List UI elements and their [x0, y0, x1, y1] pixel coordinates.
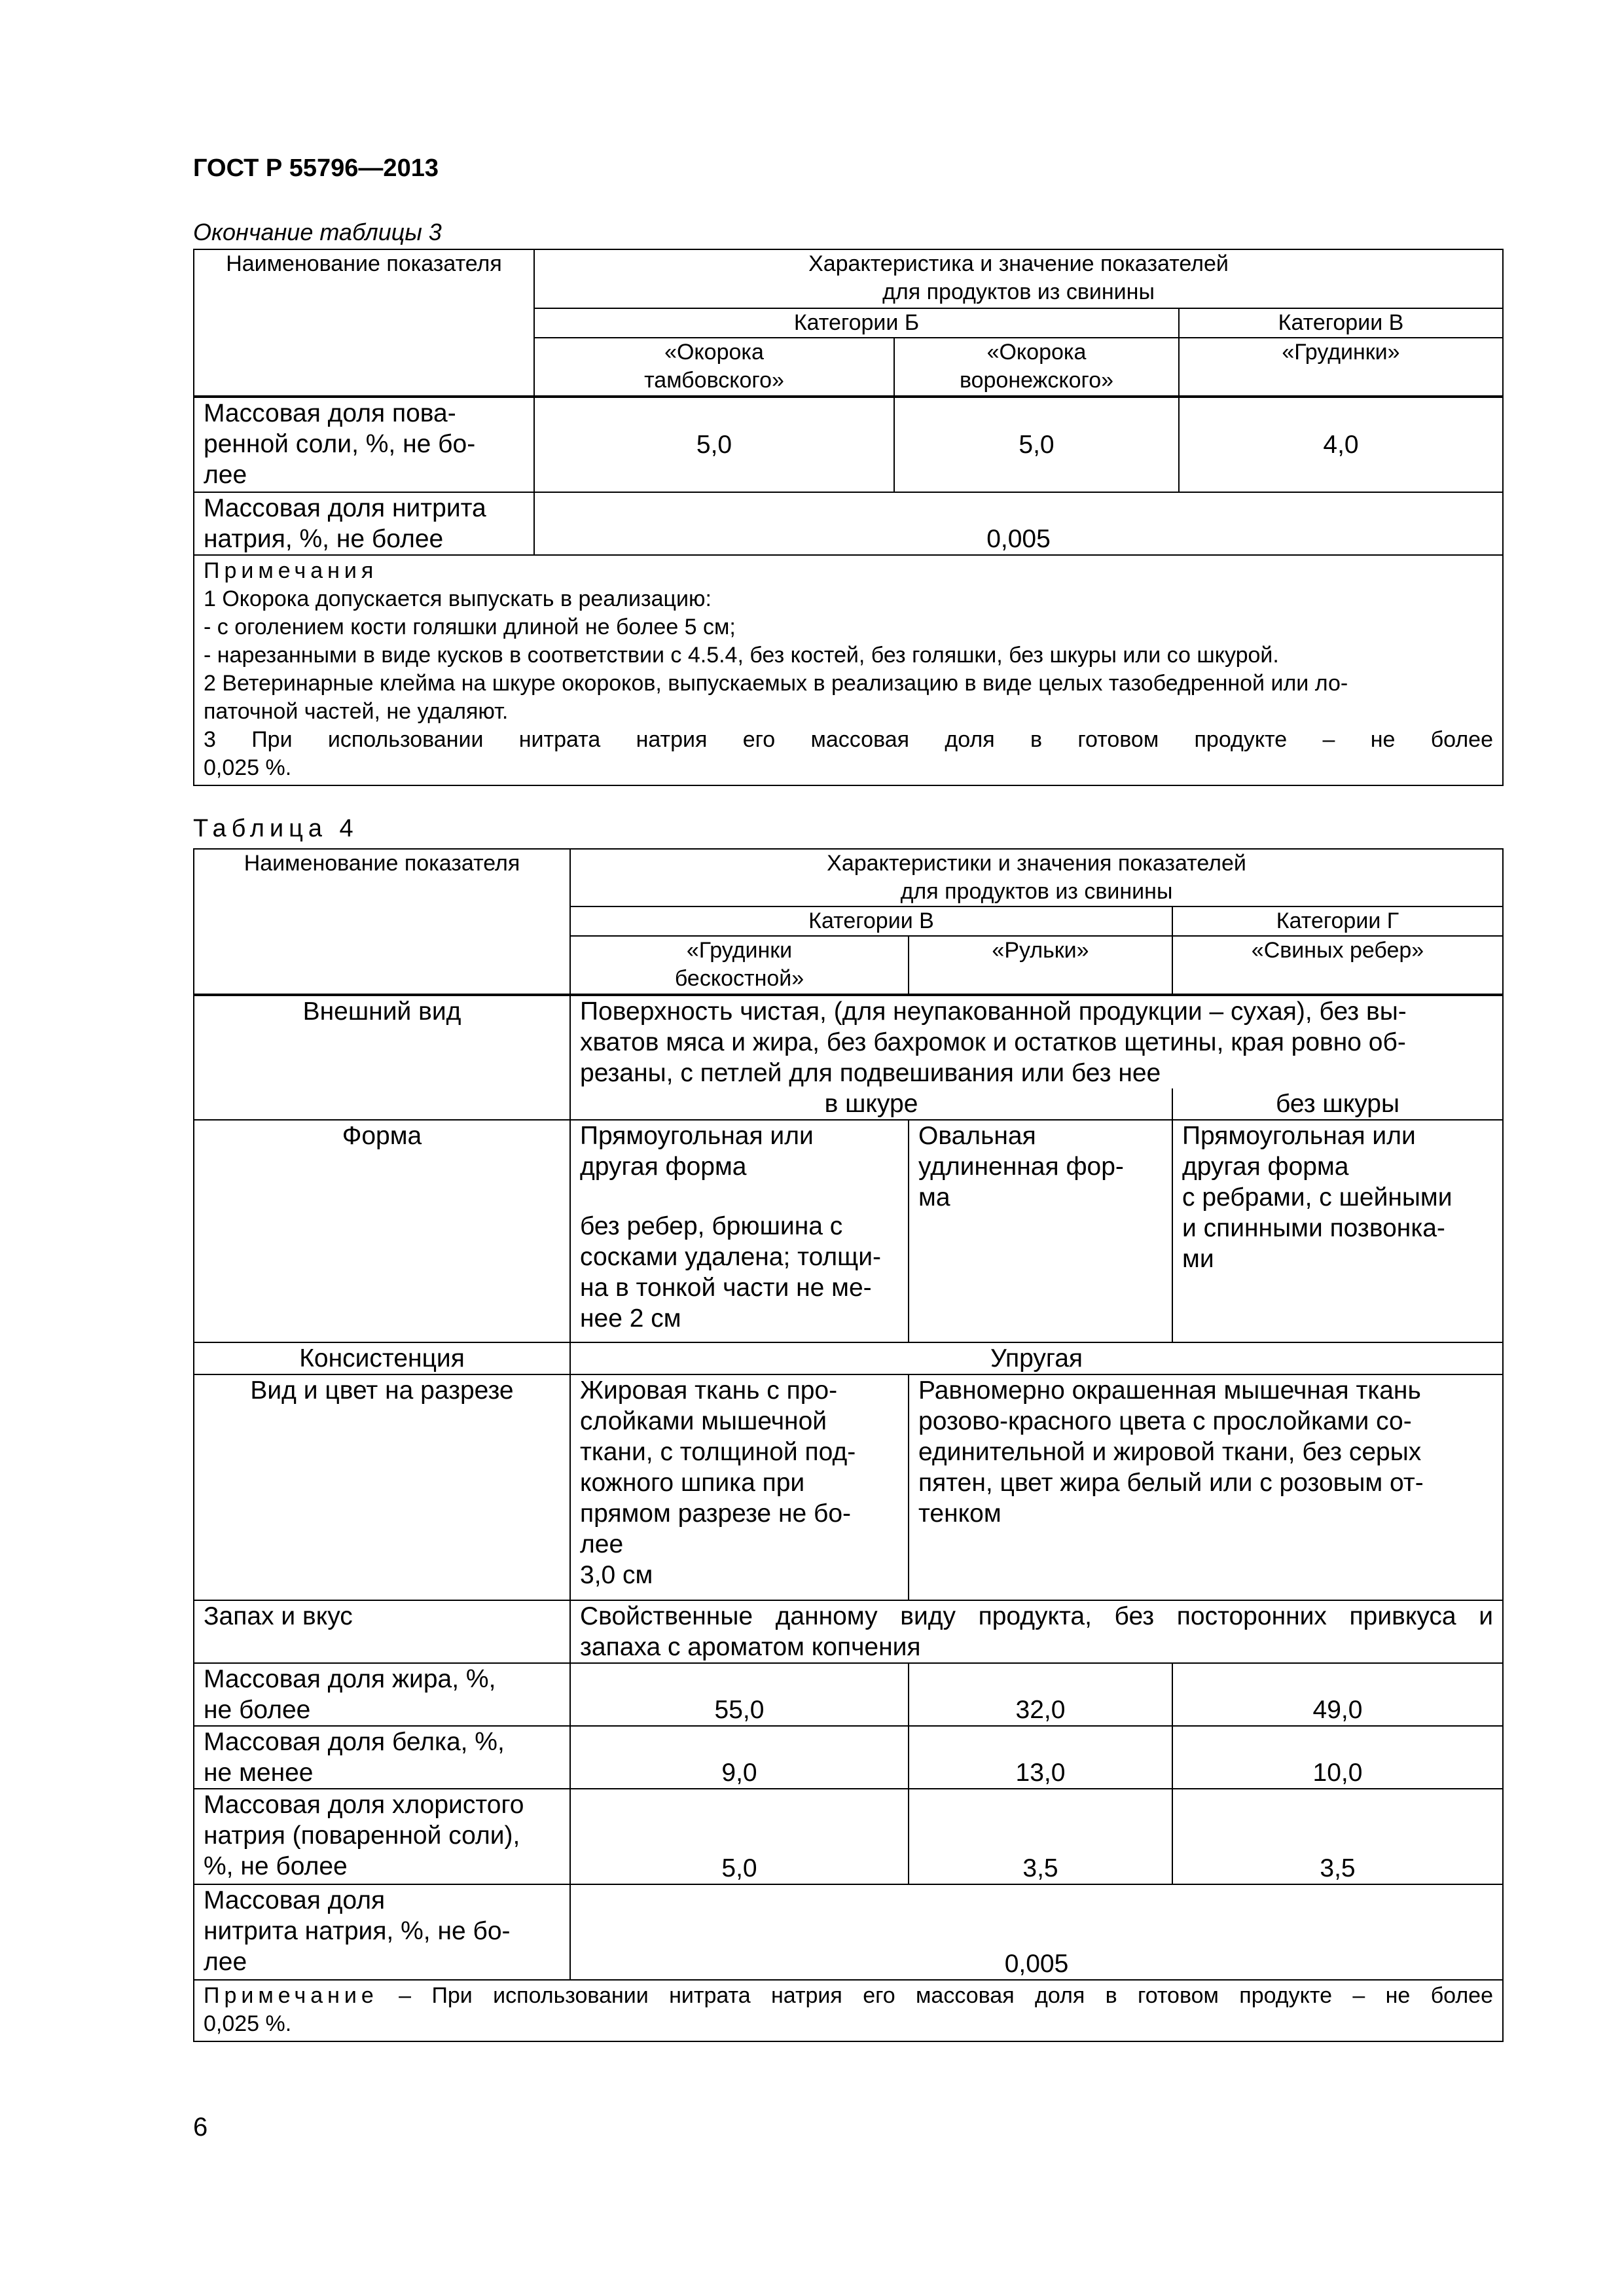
- table4-product-2: «Рульки»: [909, 936, 1172, 995]
- table3-caption: Окончание таблицы 3: [193, 219, 442, 245]
- table3-category-v: Категории В: [1179, 308, 1503, 338]
- table4-caption: Таблица 4: [193, 815, 359, 842]
- appearance-text: Поверхность чистая, (для неупакованной продукции – сухая), без вы- хватов мяса и жира, без бахромок и остатков щетины, края ровно об- резаны, с петлей для подвешивания или без нее: [570, 995, 1503, 1088]
- table4-note: [194, 1980, 1503, 2041]
- note-line: - с оголением кости голяшки длиной не более 5 см;: [204, 615, 736, 639]
- table-row: [194, 1600, 1503, 1663]
- row-label: Запах и вкус: [194, 1600, 570, 1663]
- value-cell: 55,0: [570, 1663, 909, 1726]
- table-row: [194, 1980, 1503, 2041]
- form-cell-1: Прямоугольная или другая форма без ребер, брюшина с сосками удалена; толщи- на в тонкой части не ме- нее 2 см: [570, 1120, 909, 1342]
- table3-notes: [194, 555, 1503, 785]
- note-line: 0,025 %.: [204, 755, 292, 780]
- value-cell: Свойственные данному виду продукта, без посторонних привкуса и запаха с ароматом копчения: [570, 1600, 1503, 1663]
- row-label: Форма: [194, 1120, 570, 1342]
- table-row: [194, 397, 1503, 492]
- cut-cell-1: Жировая ткань с про- слойками мышечной ткани, с толщиной под- кожного шпика при прямом разрезе не бо- лее 3,0 см: [570, 1374, 909, 1600]
- value-cell: 32,0: [909, 1663, 1172, 1726]
- skin-on-label: в шкуре: [570, 1088, 1172, 1120]
- table-row: [194, 1726, 1503, 1789]
- table-row: [194, 1663, 1503, 1726]
- value-cell: 0,005: [534, 492, 1503, 555]
- table-row: [194, 492, 1503, 555]
- table4-category-v: Категории В: [570, 906, 1172, 936]
- table3-product-2: «Окорока воронежского»: [894, 338, 1179, 397]
- table-row: [194, 1884, 1503, 1980]
- value-cell: Упругая: [570, 1342, 1503, 1374]
- value-cell: 13,0: [909, 1726, 1172, 1789]
- value-cell: 0,005: [570, 1884, 1503, 1980]
- note-line: 1 Окорока допускается выпускать в реализацию:: [204, 586, 712, 611]
- value-cell: 49,0: [1172, 1663, 1503, 1726]
- table4-param-header: Наименование показателя: [194, 849, 570, 995]
- table4-product-1: «Грудинки бескостной»: [570, 936, 909, 995]
- row-label: Массовая доля нитрита натрия, %, не бо- лее: [194, 1884, 570, 1980]
- note-line: 3 При использовании нитрата натрия его массовая доля в готовом продукте – не более: [204, 727, 1493, 752]
- value-cell: 9,0: [570, 1726, 909, 1789]
- table-row: [194, 1374, 1503, 1600]
- table-row: [194, 1120, 1503, 1342]
- table4-product-3: «Свиных ребер»: [1172, 936, 1503, 995]
- note-text: – При использовании нитрата натрия его массовая доля в готовом продукте – не более: [378, 1983, 1493, 2008]
- table3-product-3: «Грудинки»: [1179, 338, 1503, 397]
- value-cell: 3,5: [1172, 1789, 1503, 1884]
- row-label: Массовая доля белка, %, не менее: [194, 1726, 570, 1789]
- note-label: Примечание: [204, 1983, 378, 2008]
- row-label: Массовая доля жира, %, не более: [194, 1663, 570, 1726]
- note-line: 2 Ветеринарные клейма на шкуре окороков, выпускаемых в реализацию в виде целых тазобедренной или ло-: [204, 671, 1348, 696]
- note-line: паточной частей, не удаляют.: [204, 699, 509, 724]
- row-label: Консистенция: [194, 1342, 570, 1374]
- note-text-2: 0,025 %.: [204, 2011, 292, 2036]
- value-cell: 5,0: [570, 1789, 909, 1884]
- value-cell: 5,0: [534, 397, 894, 492]
- cut-cell-2: Равномерно окрашенная мышечная ткань розово-красного цвета с прослойками со- единительной и жировой ткани, без серых пятен, цвет жира белый или с розовым от- тенком: [909, 1374, 1503, 1600]
- row-label: Внешний вид: [194, 995, 570, 1120]
- table3-main-header: Характеристика и значение показателей для продуктов из свинины: [534, 249, 1503, 308]
- table3-param-header: Наименование показателя: [194, 249, 534, 397]
- table4: [193, 848, 1504, 2042]
- value-cell: 3,5: [909, 1789, 1172, 1884]
- table3-category-b: Категории Б: [534, 308, 1179, 338]
- note-line: - нарезанными в виде кусков в соответствии с 4.5.4, без костей, без голяшки, без шкуры или со шкурой.: [204, 643, 1279, 668]
- table3: [193, 249, 1504, 786]
- document-header: ГОСТ Р 55796—2013: [193, 154, 439, 182]
- table4-main-header: Характеристики и значения показателей для продуктов из свинины: [570, 849, 1503, 906]
- row-label: Вид и цвет на разрезе: [194, 1374, 570, 1600]
- row-label: Массовая доля нитрита натрия, %, не более: [194, 492, 534, 555]
- row-label: Массовая доля пова- ренной соли, %, не бо- лее: [194, 397, 534, 492]
- page-number: 6: [193, 2113, 208, 2142]
- form-cell-3: Прямоугольная или другая форма с ребрами, с шейными и спинными позвонка- ми: [1172, 1120, 1503, 1342]
- value-cell: 4,0: [1179, 397, 1503, 492]
- table-row: [194, 1789, 1503, 1884]
- table-row: [194, 995, 1503, 1088]
- form-cell-2: Овальная удлиненная фор- ма: [909, 1120, 1172, 1342]
- value-cell: 10,0: [1172, 1726, 1503, 1789]
- skin-off-label: без шкуры: [1172, 1088, 1503, 1120]
- row-label: Массовая доля хлористого натрия (поваренной соли), %, не более: [194, 1789, 570, 1884]
- table4-category-g: Категории Г: [1172, 906, 1503, 936]
- table-row: [194, 1342, 1503, 1374]
- table3-product-1: «Окорока тамбовского»: [534, 338, 894, 397]
- value-cell: 5,0: [894, 397, 1179, 492]
- notes-title: Примечания: [204, 558, 378, 583]
